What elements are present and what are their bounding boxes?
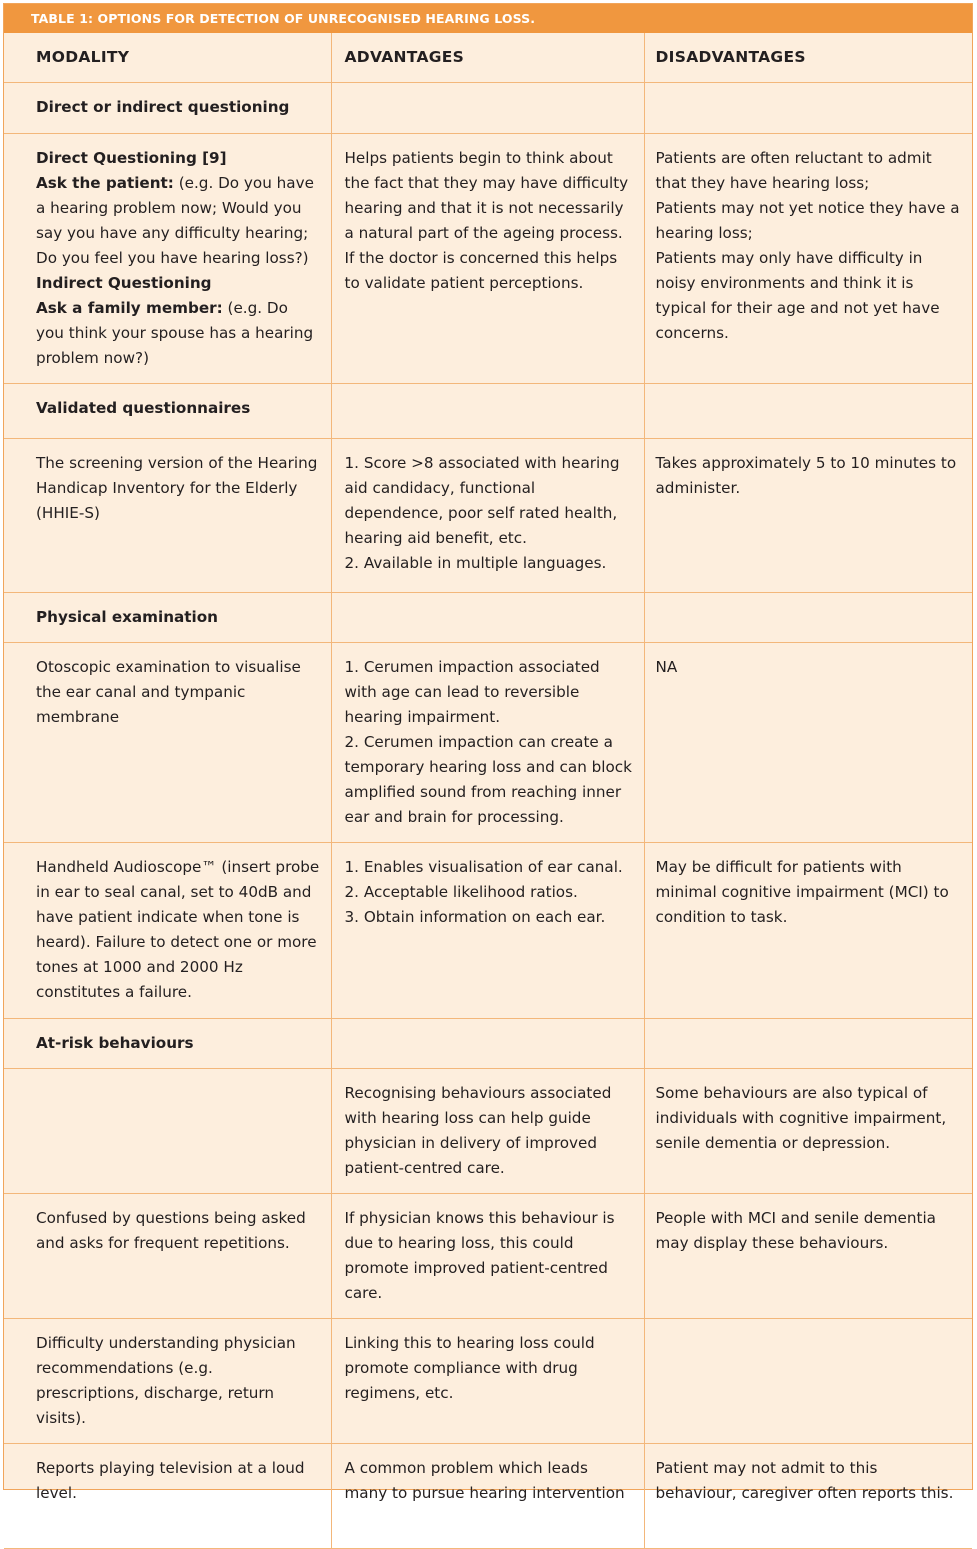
advantage-item: 2. Cerumen impaction can create a temporary hearing loss and can block amplified sound from reaching inner ear and brain for processing.: [344, 733, 632, 826]
disadvantages-cell: Takes approximately 5 to 10 minutes to administer.: [644, 439, 972, 593]
table-row-otoscopic: [4, 643, 972, 843]
disadvantages-cell: May be difficult for patients with minimal cognitive impairment (MCI) to condition to task.: [644, 843, 972, 1019]
section-row-questioning: [4, 83, 972, 134]
table-title: TABLE 1: OPTIONS FOR DETECTION OF UNRECOGNISED HEARING LOSS.: [4, 4, 972, 33]
modality-cell: [4, 134, 331, 384]
advantages-cell: [331, 643, 644, 843]
empty-cell: [331, 593, 644, 643]
direct-questioning-title: Direct Questioning [9]: [36, 149, 227, 167]
modality-cell: Reports playing television at a loud level.: [4, 1444, 331, 1549]
advantages-cell: Helps patients begin to think about the fact that they may have difficulty hearing and that it is not necessarily a natural part of the ageing process. If the doctor is concerned this helps to validate patient perceptions.: [331, 134, 644, 384]
table-row-audioscope: [4, 843, 972, 1019]
table-row-confused: [4, 1194, 972, 1319]
disadvantages-cell: Some behaviours are also typical of individuals with cognitive impairment, senile dementia or depression.: [644, 1069, 972, 1194]
section-title: Validated questionnaires: [4, 384, 331, 439]
modality-cell: Difficulty understanding physician recommendations (e.g. prescriptions, discharge, return visits).: [4, 1319, 331, 1444]
advantage-item: 1. Score >8 associated with hearing aid candidacy, functional dependence, poor self rated health, hearing aid benefit, etc.: [344, 454, 620, 547]
header-advantages: ADVANTAGES: [331, 33, 644, 83]
advantages-cell: Recognising behaviours associated with hearing loss can help guide physician in delivery of improved patient-centred care.: [331, 1069, 644, 1194]
section-title: At-risk behaviours: [4, 1019, 331, 1069]
table-row-questioning: [4, 134, 972, 384]
disadvantage-item: Patients may not yet notice they have a hearing loss;: [655, 199, 960, 242]
section-title: Direct or indirect questioning: [4, 83, 331, 134]
modality-cell: [4, 1069, 331, 1194]
disadvantages-cell: People with MCI and senile dementia may display these behaviours.: [644, 1194, 972, 1319]
disadvantages-cell: [644, 1319, 972, 1444]
table-row-behaviours-general: [4, 1069, 972, 1194]
table-body: [4, 33, 972, 1549]
modality-cell: The screening version of the Hearing Handicap Inventory for the Elderly (HHIE-S): [4, 439, 331, 593]
ask-family-label: Ask a family member:: [36, 299, 223, 317]
modality-cell: Confused by questions being asked and asks for frequent repetitions.: [4, 1194, 331, 1319]
empty-cell: [644, 384, 972, 439]
modality-cell: Handheld Audioscope™ (insert probe in ear to seal canal, set to 40dB and have patient indicate when tone is heard). Failure to detect one or more tones at 1000 and 2000 Hz constitutes a failure.: [4, 843, 331, 1019]
table-row-television: [4, 1444, 972, 1549]
advantages-cell: Linking this to hearing loss could promote compliance with drug regimens, etc.: [331, 1319, 644, 1444]
empty-cell: [644, 593, 972, 643]
advantages-cell: A common problem which leads many to pursue hearing intervention: [331, 1444, 644, 1549]
section-row-questionnaires: [4, 384, 972, 439]
hearing-loss-table: [3, 3, 973, 1502]
ask-patient-text: (e.g. Do you have a hearing problem now; Would you say you have any difficulty hearing; Do you feel you have hearing loss?): [36, 174, 314, 267]
advantage-item: 1. Enables visualisation of ear canal.: [344, 858, 623, 876]
modality-cell: Otoscopic examination to visualise the ear canal and tympanic membrane: [4, 643, 331, 843]
indirect-questioning-title: Indirect Questioning: [36, 274, 212, 292]
advantage-item: 1. Cerumen impaction associated with age can lead to reversible hearing impairment.: [344, 658, 600, 726]
header-row: [4, 33, 972, 83]
disadvantages-cell: NA: [644, 643, 972, 843]
empty-cell: [331, 1019, 644, 1069]
table-row-difficulty: [4, 1319, 972, 1444]
header-modality: MODALITY: [4, 33, 331, 83]
advantage-item: 3. Obtain information on each ear.: [344, 908, 606, 926]
disadvantage-item: Patients may only have difficulty in noisy environments and think it is typical for their age and not yet have concerns.: [655, 249, 940, 342]
empty-cell: [644, 83, 972, 134]
disadvantages-cell: Patient may not admit to this behaviour, caregiver often reports this.: [644, 1444, 972, 1549]
section-row-physical: [4, 593, 972, 643]
advantages-cell: [331, 439, 644, 593]
table-row-hhie: [4, 439, 972, 593]
advantage-item: 2. Acceptable likelihood ratios.: [344, 883, 578, 901]
advantages-cell: [331, 843, 644, 1019]
advantages-cell: If physician knows this behaviour is due to hearing loss, this could promote improved patient-centred care.: [331, 1194, 644, 1319]
empty-cell: [331, 384, 644, 439]
advantage-item: 2. Available in multiple languages.: [344, 554, 607, 572]
section-title: Physical examination: [4, 593, 331, 643]
header-disadvantages: DISADVANTAGES: [644, 33, 972, 83]
ask-family-text: (e.g. Do you think your spouse has a hearing problem now?): [36, 299, 314, 367]
disadvantages-cell: [644, 134, 972, 384]
empty-cell: [644, 1019, 972, 1069]
ask-patient-label: Ask the patient:: [36, 174, 174, 192]
section-row-atrisk: [4, 1019, 972, 1069]
disadvantage-item: Patients are often reluctant to admit that they have hearing loss;: [655, 149, 932, 192]
empty-cell: [331, 83, 644, 134]
